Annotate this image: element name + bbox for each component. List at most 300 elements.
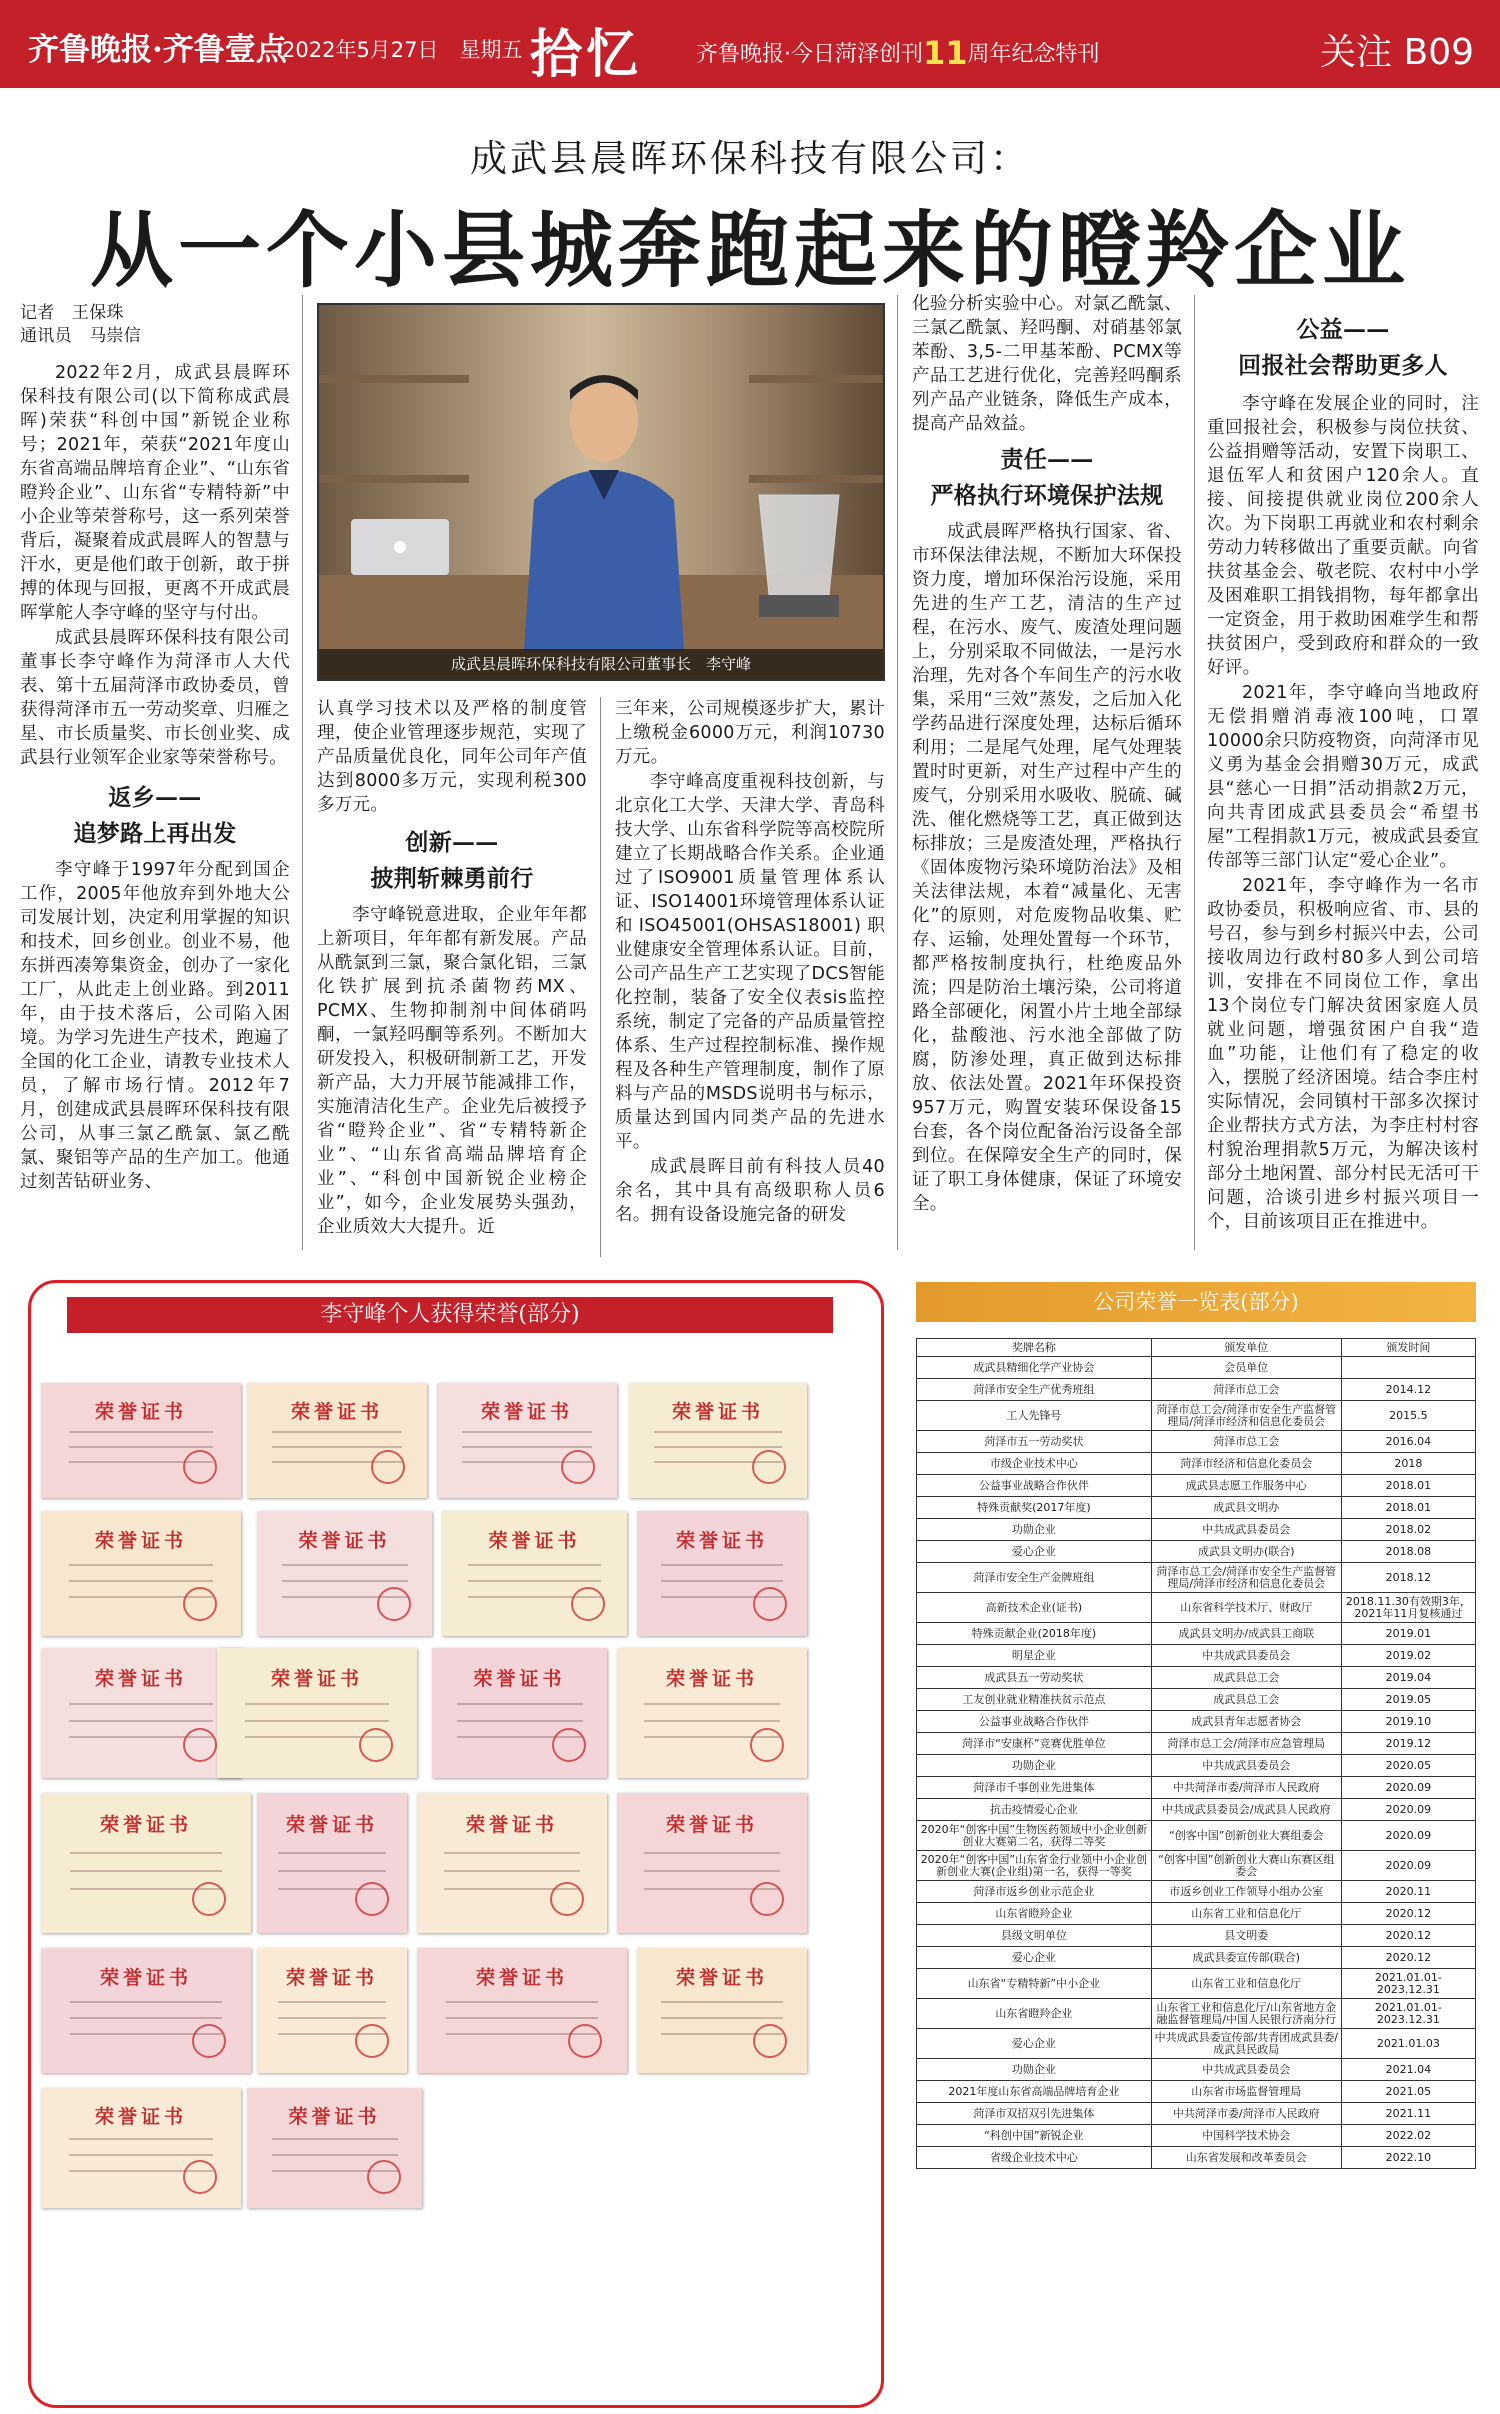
paragraph: 2021年，李守峰向当地政府无偿捐赠消毒液100吨，口罩10000余只防疫物资，向菏泽市见义勇为基金会捐赠30万元，成武县“慈心一日捐”活动捐款2万元，向共青团成武县委员会“希望书屋”工程捐款1万元，被成武县委宣传部等三部门认定“爱心企业”。 (1207, 683, 1479, 871)
table-cell: 成武县青年志愿者协会 (1151, 1711, 1341, 1733)
seal-stamp-icon (183, 1587, 217, 1621)
table-cell: 成武县文明办 (1151, 1497, 1341, 1519)
table-row (917, 2147, 1476, 2169)
table-row (917, 1903, 1476, 1925)
personal-honors-panel (28, 1280, 884, 2408)
section-heading-kicker: 责任—— (1000, 446, 1094, 473)
table-cell: 2021.01.01-2023.12.31 (1341, 1969, 1475, 1999)
paragraph: 李守峰于1997年分配到国企工作，2005年他放弃到外地大公司发展计划，决定利用掌握的知识和技术，回乡创业。创业不易，他东拼西凑筹集资金，创办了一家化工厂，从此走上创业路。到2011年，由于技术落后，公司陷入困境。为学习先进生产技术，跑遍了全国的化工企业，请教专业技术人员，了解市场行情。2012年7月，创建成武县晨晖环保科技有限公司，从事三氯乙酰氯、氯乙酰氯、聚铝等产品的生产加工。他通过刻苦钻研业务、 (20, 860, 290, 1192)
honors-panel-title: 李守峰个人获得荣誉(部分) (67, 1297, 833, 1333)
table-cell: 2021.01.01-2023.12.31 (1341, 1999, 1475, 2029)
column-header: 奖牌名称 (917, 1339, 1152, 1357)
certificate-text-line (69, 1564, 213, 1566)
table-cell: 菏泽市总工会/菏泽市安全生产监督管理局/菏泽市经济和信息化委员会 (1151, 1401, 1341, 1431)
honor-certificate (41, 1383, 241, 1498)
table-cell: 菏泽市安全生产优秀班组 (917, 1379, 1152, 1401)
table-cell: 2020.09 (1341, 1821, 1475, 1851)
honor-certificate (257, 1948, 407, 2073)
table-cell: 山东省“专精特新”中小企业 (917, 1969, 1152, 1999)
paragraph: 李守峰在发展企业的同时，注重回报社会，积极参与岗位扶贫、公益捐赠等活动，安置下岗职工、退伍军人和贫困户120余人。直接、间接提供就业岗位200余人次。为下岗职工再就业和农村剩余劳动力转移做出了重要贡献。向省扶贫基金会、敬老院、农村中小学及困难职工捐钱捐物，每年都拿出一定资金，用于救助困难学生和帮扶贫困户，受到政府和群众的一致好评。 (1207, 394, 1479, 678)
table-cell: 县文明委 (1151, 1925, 1341, 1947)
table-cell: 功勋企业 (917, 1519, 1152, 1541)
table-row (917, 1379, 1476, 1401)
table-cell: 2021年度山东省高端品牌培育企业 (917, 2081, 1152, 2103)
certificate-text-line (69, 1431, 213, 1433)
certificate-title: 荣誉证书 (480, 1400, 573, 1423)
table-cell: 2018.01 (1341, 1497, 1475, 1519)
honor-certificate (257, 1793, 407, 1933)
tagline-prefix: 齐鲁晚报·今日菏泽创刊 (696, 42, 923, 67)
company-honors-table (916, 1338, 1476, 2169)
certificate-text-line (278, 2001, 386, 2003)
table-cell: 2019.10 (1341, 1711, 1475, 1733)
table-row (917, 1925, 1476, 1947)
table-row (917, 1401, 1476, 1431)
table-cell: 2019.04 (1341, 1667, 1475, 1689)
certificate-text-line (245, 1703, 389, 1705)
honor-certificate (417, 1948, 627, 2073)
certificate-text-line (69, 2138, 213, 2140)
table-row (917, 1645, 1476, 1667)
seal-stamp-icon (568, 2024, 602, 2058)
table-cell: 中共成武县委员会 (1151, 1519, 1341, 1541)
honor-certificate (437, 1383, 617, 1498)
table-cell: 2019.02 (1341, 1645, 1475, 1667)
seal-stamp-icon (753, 2024, 787, 2058)
table-cell: 高新技术企业(证书) (917, 1593, 1152, 1623)
tagline-number: 11 (923, 34, 968, 72)
certificate-text-line (661, 2001, 783, 2003)
table-cell: 2020年“创客中国”山东省金行业领中小企业创新创业大赛(企业组)第一名，获得一等奖 (917, 1851, 1152, 1881)
table-cell: 2018.02 (1341, 1519, 1475, 1541)
table-cell: 市级企业技术中心 (917, 1453, 1152, 1475)
section-heading-kicker: 公益—— (1296, 316, 1390, 343)
table-cell: 公益事业战略合作伙伴 (917, 1711, 1152, 1733)
certificate-text-line (446, 2001, 597, 2003)
table-cell: 中共成武县委员会 (1151, 1645, 1341, 1667)
paragraph: 2022年2月，成武县晨晖环保科技有限公司(以下简称成武晨晖)荣获“科创中国”新锐企业称号；2021年，荣获“2021年度山东省高端品牌培育企业”、“山东省瞪羚企业”、山东省“专精特新”中小企业等荣誉称号，这一系列荣誉背后，凝聚着成武晨晖人的智慧与汗水，更是他们敢于创新，敢于拼搏的体现与回报，更离不开成武晨晖掌舵人李守峰的坚守与付出。 (20, 363, 290, 623)
certificate-text-line (70, 1852, 221, 1854)
honor-certificate (247, 1383, 427, 1498)
certificate-text-line (644, 1720, 781, 1722)
seal-stamp-icon (183, 2160, 217, 2194)
table-cell: 2021.05 (1341, 2081, 1475, 2103)
certificate-text-line (278, 2017, 386, 2019)
table-cell: 山东省科学技术厅、财政厅 (1151, 1593, 1341, 1623)
table-cell: 菏泽市千事创业先进集体 (917, 1777, 1152, 1799)
table-cell: 明星企业 (917, 1645, 1152, 1667)
table-cell: 2020.12 (1341, 1903, 1475, 1925)
company-honors-table-panel (916, 1282, 1476, 2410)
certificate-text-line (69, 1580, 213, 1582)
honor-certificate (41, 1511, 241, 1636)
section-name: 拾忆 (530, 24, 643, 85)
column-header: 颁发时间 (1341, 1339, 1475, 1357)
paragraph: 三年来，公司规模逐步扩大，累计上缴税金6000万元，利润10730万元。 (615, 699, 885, 767)
table-cell: 爱心企业 (917, 1947, 1152, 1969)
table-cell: 特殊贡献企业(2018年度) (917, 1623, 1152, 1645)
table-row (917, 1623, 1476, 1645)
certificate-text-line (462, 1446, 592, 1448)
seal-stamp-icon (750, 1728, 784, 1762)
portrait-photo (317, 303, 885, 681)
certificate-text-line (282, 1564, 408, 1566)
table-row (917, 1711, 1476, 1733)
paragraph: 化验分析实验中心。对氯乙酰氯、三氯乙酰氯、羟吗酮、对硝基邻氯苯酚、3,5-二甲基苯酚、PCMX等产品工艺进行优化，完善羟吗酮系列产品产业链条，降低生产成本，提高产品效益。 (912, 294, 1182, 434)
section-heading-kicker: 创新—— (405, 829, 499, 856)
certificate-text-line (282, 1580, 408, 1582)
certificate-text-line (278, 1870, 386, 1872)
masthead-bar (0, 0, 1500, 88)
column-1 (20, 302, 290, 1195)
certificate-text-line (69, 1446, 213, 1448)
table-cell: 2020年“创客中国”生物医药领域中小企业创新创业大赛第二名，获得二等奖 (917, 1821, 1152, 1851)
table-cell: 抗击疫情爱心企业 (917, 1799, 1152, 1821)
paragraph: 2021年，李守峰作为一名市政协委员，积极响应省、市、县的号召，参与到乡村振兴中去，公司接收周边行政村80多人到公司培训，安排在不同岗位工作，拿出13个岗位专门解决贫困家庭人员就业问题，增强贫困户自我“造血”功能，让他们有了稳定的收入，摆脱了经济困境。结合李庄村实际情况，会同镇村干部多次探讨企业帮扶方式方法，为李庄村村容村貌治理捐款5万元，为解决该村部分土地闲置、部分村民无活可干问题，洽谈引进乡村振兴项目一个，目前该项目正在推进中。 (1207, 876, 1479, 1232)
certificate-text-line (70, 1870, 221, 1872)
certificate-text-line (444, 1852, 581, 1854)
table-row (917, 1667, 1476, 1689)
table-cell: 菏泽市总工会/菏泽市应急管理局 (1151, 1733, 1341, 1755)
table-row (917, 1563, 1476, 1593)
honor-certificate (442, 1511, 627, 1636)
honor-certificate (629, 1383, 807, 1498)
certificate-text-line (446, 2017, 597, 2019)
certificate-text-line (644, 1870, 781, 1872)
table-cell: 2018.08 (1341, 1541, 1475, 1563)
table-cell: 功勋企业 (917, 1755, 1152, 1777)
seal-stamp-icon (183, 1728, 217, 1762)
table-row (917, 2029, 1476, 2059)
table-row (917, 1689, 1476, 1711)
table-row (917, 1431, 1476, 1453)
certificate-text-line (245, 1720, 389, 1722)
table-cell: 2018 (1341, 1453, 1475, 1475)
table-cell: “创客中国”创新创业大赛组委会 (1151, 1821, 1341, 1851)
seal-stamp-icon (183, 1450, 217, 1484)
byline-reporter: 记者 王保珠 (20, 303, 124, 323)
tagline-suffix: 周年纪念特刊 (967, 42, 1100, 67)
seal-stamp-icon (192, 2024, 226, 2058)
company-honors-title: 公司荣誉一览表(部分) (916, 1282, 1476, 1322)
table-cell: 2018.11.30有效期3年，2021年11月复核通过 (1341, 1593, 1475, 1623)
honor-certificate (617, 1793, 807, 1933)
table-row (917, 1733, 1476, 1755)
certificate-title: 荣誉证书 (671, 1400, 764, 1423)
honor-certificate (247, 2088, 422, 2208)
laptop-icon (345, 515, 455, 585)
certificate-text-line (468, 1580, 601, 1582)
seal-stamp-icon (192, 1882, 226, 1916)
column-header: 颁发单位 (1151, 1339, 1341, 1357)
honor-certificate (617, 1648, 807, 1778)
table-cell: 菏泽市双招双引先进集体 (917, 2103, 1152, 2125)
seal-stamp-icon (359, 1728, 393, 1762)
table-cell: 山东省瞪羚企业 (917, 1999, 1152, 2029)
table-cell: 菏泽市总工会 (1151, 1379, 1341, 1401)
table-cell: 中共成武县委员会/成武县人民政府 (1151, 1799, 1341, 1821)
certificate-title: 荣誉证书 (665, 1667, 758, 1690)
table-cell: 菏泽市总工会 (1151, 1431, 1341, 1453)
table-row (917, 2059, 1476, 2081)
honor-certificate (41, 2088, 241, 2208)
trophy-icon (739, 485, 859, 625)
table-row (917, 2081, 1476, 2103)
section-heading-kicker: 返乡—— (108, 784, 202, 811)
paragraph: 成武晨晖目前有科技人员40余名，其中具有高级职称人员6名。拥有设备设施完备的研发 (615, 1157, 885, 1225)
table-cell: 爱心企业 (917, 2029, 1152, 2059)
certificate-text-line (70, 2017, 221, 2019)
certificate-text-line (69, 2154, 213, 2156)
honor-certificate (41, 1648, 241, 1778)
table-cell: 爱心企业 (917, 1541, 1152, 1563)
certificate-text-line (644, 1852, 781, 1854)
seal-stamp-icon (367, 2160, 401, 2194)
table-row (917, 1541, 1476, 1563)
table-row (917, 2103, 1476, 2125)
certificate-title: 荣誉证书 (290, 1400, 383, 1423)
certificate-title: 荣誉证书 (99, 1813, 192, 1836)
honor-certificate (432, 1648, 607, 1778)
byline-correspondent: 通讯员 马崇信 (20, 326, 142, 346)
column-5 (1207, 312, 1479, 1235)
table-cell: 2020.09 (1341, 1777, 1475, 1799)
table-row (917, 1497, 1476, 1519)
paragraph: 成武晨晖严格执行国家、省、市环保法律法规，不断加大环保投资力度，增加环保治污设施，采用先进的生产工艺，清洁的生产过程，在污水、废气、废渣处理问题上，分别采取不同做法，一是污水治理，先对各个车间生产的污水收集，采用“三效”蒸发，之后加入化学药品进行深度处理，达标后循环利用；二是尾气处理，尾气处理装置时时更新，对生产过程中产生的废气，分别采用水吸收、脱硫、碱洗、催化燃烧等工艺，真正做到达标排放；三是废渣处理，严格执行《固体废物污染环境防治法》及相关法律法规，本着“减量化、无害化”的原则，对危废物品收集、贮存、运输，处理处置每一个环节，都严格按制度执行，杜绝废品外流；四是防治土壤污染，公司将道路全部硬化，闲置小片土地全部绿化，盐酸池、污水池全部做了防腐，防渗处理，真正做到达标排放、依法处置。2021年环保投资957万元，购置安装环保设备15台套，各个岗位配备治污设备全部到位。在保障安全生产的同时，保证了职工身体健康，保证了环境安全。 (912, 522, 1182, 1214)
certificate-text-line (661, 2017, 783, 2019)
table-cell: 中共菏泽市委/菏泽市人民政府 (1151, 1777, 1341, 1799)
table-cell: 菏泽市总工会/菏泽市安全生产监督管理局/菏泽市经济和信息化委员会 (1151, 1563, 1341, 1593)
table-cell: 山东省发展和改革委员会 (1151, 2147, 1341, 2169)
certificate-text-line (444, 1870, 581, 1872)
person-figure (504, 360, 704, 650)
certificate-title: 荣誉证书 (270, 1667, 363, 1690)
certificate-text-line (462, 1431, 592, 1433)
paragraph: 李守峰锐意进取，企业年年都上新项目，年年都有新发展。产品从酰氯到三氯，聚合氯化铝，三氯化铁扩展到抗杀菌物药MX、PCMX、生物抑制剂中间体硝吗酮，一氯羟吗酮等系列。不断加大研发投入，积极研制新工艺，开发新产品，大力开展节能减排工作，实施清洁化生产。企业先后被授予省“瞪羚企业”、省“专精特新企业”、“山东省高端品牌培育企业”、“科创中国新锐企业榜企业”，如今，企业发展势头强劲，企业质效大大提升。近 (317, 905, 587, 1237)
certificate-text-line (654, 1431, 782, 1433)
column-divider (302, 295, 303, 1250)
issue-date: 2022年5月27日 星期五 (282, 38, 523, 62)
table-cell: 2019.05 (1341, 1689, 1475, 1711)
certificate-title: 荣誉证书 (675, 1967, 768, 1989)
table-cell: 山东省工业和信息化厅 (1151, 1969, 1341, 1999)
table-cell: 2020.05 (1341, 1755, 1475, 1777)
table-cell: 会员单位 (1151, 1357, 1341, 1379)
seal-stamp-icon (377, 1587, 411, 1621)
table-cell: 2020.11 (1341, 1881, 1475, 1903)
table-cell: 2022.10 (1341, 2147, 1475, 2169)
table-cell: 中共菏泽市委/菏泽市人民政府 (1151, 2103, 1341, 2125)
table-cell: 菏泽市“安康杯”竞赛优胜单位 (917, 1733, 1152, 1755)
table-row (917, 1357, 1476, 1379)
certificate-title: 荣誉证书 (675, 1530, 768, 1552)
certificate-text-line (654, 1446, 782, 1448)
page-number: 关注 B09 (1320, 32, 1474, 73)
table-cell: 2015.5 (1341, 1401, 1475, 1431)
certificate-title: 荣誉证书 (288, 2106, 381, 2129)
table-cell: 2018.12 (1341, 1563, 1475, 1593)
column-divider (600, 697, 601, 1257)
table-cell: 山东省工业和信息化厅 (1151, 1903, 1341, 1925)
section-heading: 披荆斩棘勇前行 (370, 865, 534, 892)
table-cell: 2020.09 (1341, 1851, 1475, 1881)
certificate-title: 荣誉证书 (94, 1530, 187, 1552)
certificate-text-line (272, 1446, 402, 1448)
table-cell: 成武县总工会 (1151, 1689, 1341, 1711)
column-4 (912, 292, 1182, 1217)
seal-stamp-icon (752, 1450, 786, 1484)
certificate-text-line (457, 1703, 583, 1705)
column-divider (897, 295, 898, 1250)
table-cell: 成武县精细化学产业协会 (917, 1357, 1152, 1379)
certificate-text-line (457, 1720, 583, 1722)
certificate-title: 荣誉证书 (285, 1967, 378, 1989)
table-cell: “科创中国”新锐企业 (917, 2125, 1152, 2147)
table-row (917, 1777, 1476, 1799)
anniversary-tagline (696, 34, 1100, 72)
column-2 (317, 697, 587, 1240)
table-cell: 菏泽市五一劳动奖状 (917, 1431, 1152, 1453)
seal-stamp-icon (371, 1450, 405, 1484)
certificate-title: 荣誉证书 (94, 1667, 187, 1690)
table-row (917, 1821, 1476, 1851)
table-row (917, 1881, 1476, 1903)
certificate-title: 荣誉证书 (285, 1813, 378, 1836)
paragraph: 李守峰高度重视科技创新，与北京化工大学、天津大学、青岛科技大学、山东省科学院等高校院所建立了长期战略合作关系。企业通过了ISO9001质量管理体系认证、ISO14001环境管理体系认证和ISO45001(OHSAS18001)职业健康安全管理体系认证。目前，公司产品生产工艺实现了DCS智能化控制，装备了安全仪表sis监控系统，制定了完备的产品质量管控体系、生产过程控制标准、操作规程及各种生产管理制度，制作了原料与产品的MSDS说明书与标示，质量达到国内同类产品的先进水平。 (615, 772, 885, 1152)
table-cell: 山东省市场监督管理局 (1151, 2081, 1341, 2103)
table-cell: 2021.04 (1341, 2059, 1475, 2081)
section-heading: 回报社会帮助更多人 (1238, 352, 1448, 379)
table-cell: 县级文明单位 (917, 1925, 1152, 1947)
certificate-title: 荣誉证书 (465, 1813, 558, 1836)
table-cell: 中国科学技术协会 (1151, 2125, 1341, 2147)
certificate-text-line (272, 1431, 402, 1433)
table-cell: 2019.12 (1341, 1733, 1475, 1755)
honor-certificate (637, 1948, 807, 2073)
section-heading: 严格执行环境保护法规 (930, 482, 1164, 509)
table-cell: 2022.02 (1341, 2125, 1475, 2147)
certificate-title: 荣誉证书 (99, 1967, 192, 1989)
table-row (917, 1519, 1476, 1541)
certificate-text-line (69, 1720, 213, 1722)
certificate-text-line (278, 1852, 386, 1854)
table-row (917, 1969, 1476, 1999)
certificate-text-line (272, 2138, 398, 2140)
certificate-text-line (661, 1580, 783, 1582)
table-row (917, 1475, 1476, 1497)
seal-stamp-icon (753, 1587, 787, 1621)
table-cell: 菏泽市经济和信息化委员会 (1151, 1453, 1341, 1475)
table-cell: 成武县文明办(联合) (1151, 1541, 1341, 1563)
table-cell: 2020.09 (1341, 1799, 1475, 1821)
certificate-text-line (69, 1703, 213, 1705)
certificate-title: 荣誉证书 (665, 1813, 758, 1836)
certificate-text-line (272, 2154, 398, 2156)
table-cell: “创客中国”创新创业大赛山东赛区组委会 (1151, 1851, 1341, 1881)
photo-caption: 成武县晨晖环保科技有限公司董事长 李守峰 (319, 649, 883, 679)
certificate-text-line (644, 1703, 781, 1705)
certificate-title: 荣誉证书 (488, 1530, 581, 1552)
table-cell: 特殊贡献奖(2017年度) (917, 1497, 1152, 1519)
paragraph: 认真学习技术以及严格的制度管理，使企业管理逐步规范，实现了产品质量优良化，同年公司年产值达到8000多万元，实现利税300多万元。 (317, 699, 587, 815)
table-cell: 工友创业就业精准扶贫示范点 (917, 1689, 1152, 1711)
certificate-text-line (70, 2001, 221, 2003)
table-row (917, 2125, 1476, 2147)
seal-stamp-icon (550, 1882, 584, 1916)
honor-certificate (417, 1793, 607, 1933)
table-cell: 工人先锋号 (917, 1401, 1152, 1431)
certificate-title: 荣誉证书 (298, 1530, 391, 1552)
table-cell: 市返乡创业工作领导小组办公室 (1151, 1881, 1341, 1903)
certificate-title: 荣誉证书 (475, 1967, 568, 1989)
paragraph: 成武县晨晖环保科技有限公司董事长李守峰作为菏泽市人大代表、第十五届菏泽市政协委员，曾获得菏泽市五一劳动奖章、归雁之星、市长质量奖、市长创业奖、成武县行业领军企业家等荣誉称号。 (20, 628, 290, 768)
seal-stamp-icon (561, 1450, 595, 1484)
table-header-row (917, 1339, 1476, 1357)
table-cell: 功勋企业 (917, 2059, 1152, 2081)
certificate-title: 荣誉证书 (94, 2106, 187, 2129)
table-cell: 成武县志愿工作服务中心 (1151, 1475, 1341, 1497)
certificate-text-line (661, 1564, 783, 1566)
table-cell: 成武县五一劳动奖状 (917, 1667, 1152, 1689)
table-cell: 2020.12 (1341, 1925, 1475, 1947)
table-cell: 成武县文明办/成武县工商联 (1151, 1623, 1341, 1645)
honor-certificate (41, 1948, 251, 2073)
table-cell: 2018.01 (1341, 1475, 1475, 1497)
honor-certificate (41, 1793, 251, 1933)
table-cell: 省级企业技术中心 (917, 2147, 1152, 2169)
seal-stamp-icon (750, 1882, 784, 1916)
table-cell: 2014.12 (1341, 1379, 1475, 1401)
seal-stamp-icon (355, 1882, 389, 1916)
table-cell: 公益事业战略合作伙伴 (917, 1475, 1152, 1497)
table-cell: 菏泽市返乡创业示范企业 (917, 1881, 1152, 1903)
table-row (917, 1947, 1476, 1969)
honor-certificate (637, 1511, 807, 1636)
table-row (917, 1593, 1476, 1623)
table-row (917, 1851, 1476, 1881)
table-cell: 2021.01.03 (1341, 2029, 1475, 2059)
table-cell: 2016.04 (1341, 1431, 1475, 1453)
table-row (917, 1453, 1476, 1475)
honor-certificate (257, 1511, 432, 1636)
seal-stamp-icon (571, 1587, 605, 1621)
table-cell: 山东省工业和信息化厅/山东省地方金融监督管理局/中国人民银行济南分行 (1151, 1999, 1341, 2029)
column-divider (1194, 295, 1195, 1250)
table-row (917, 1799, 1476, 1821)
certificate-title: 荣誉证书 (94, 1400, 187, 1423)
table-cell: 成武县委宣传部(联合) (1151, 1947, 1341, 1969)
table-cell (1341, 1357, 1475, 1379)
article-subtitle: 成武县晨晖环保科技有限公司： (470, 137, 1030, 180)
table-cell: 中共成武县委员会 (1151, 2059, 1341, 2081)
column-3 (615, 697, 885, 1228)
seal-stamp-icon (355, 2024, 389, 2058)
table-cell: 中共成武县委宣传部/共青团成武县委/成武县民政局 (1151, 2029, 1341, 2059)
seal-stamp-icon (552, 1728, 586, 1762)
table-cell: 2019.01 (1341, 1623, 1475, 1645)
table-row (917, 1999, 1476, 2029)
table-cell: 2020.12 (1341, 1947, 1475, 1969)
table-cell: 山东省瞪羚企业 (917, 1903, 1152, 1925)
newspaper-logo: 齐鲁晚报·齐鲁壹点 (28, 32, 287, 68)
honor-certificate (217, 1648, 417, 1778)
certificate-text-line (468, 1564, 601, 1566)
section-heading: 追梦路上再出发 (73, 820, 237, 847)
table-row (917, 1755, 1476, 1777)
article-title: 从一个小县城奔跑起来的瞪羚企业 (90, 201, 1410, 299)
certificate-title: 荣誉证书 (473, 1667, 566, 1690)
table-cell: 中共成武县委员会 (1151, 1755, 1341, 1777)
